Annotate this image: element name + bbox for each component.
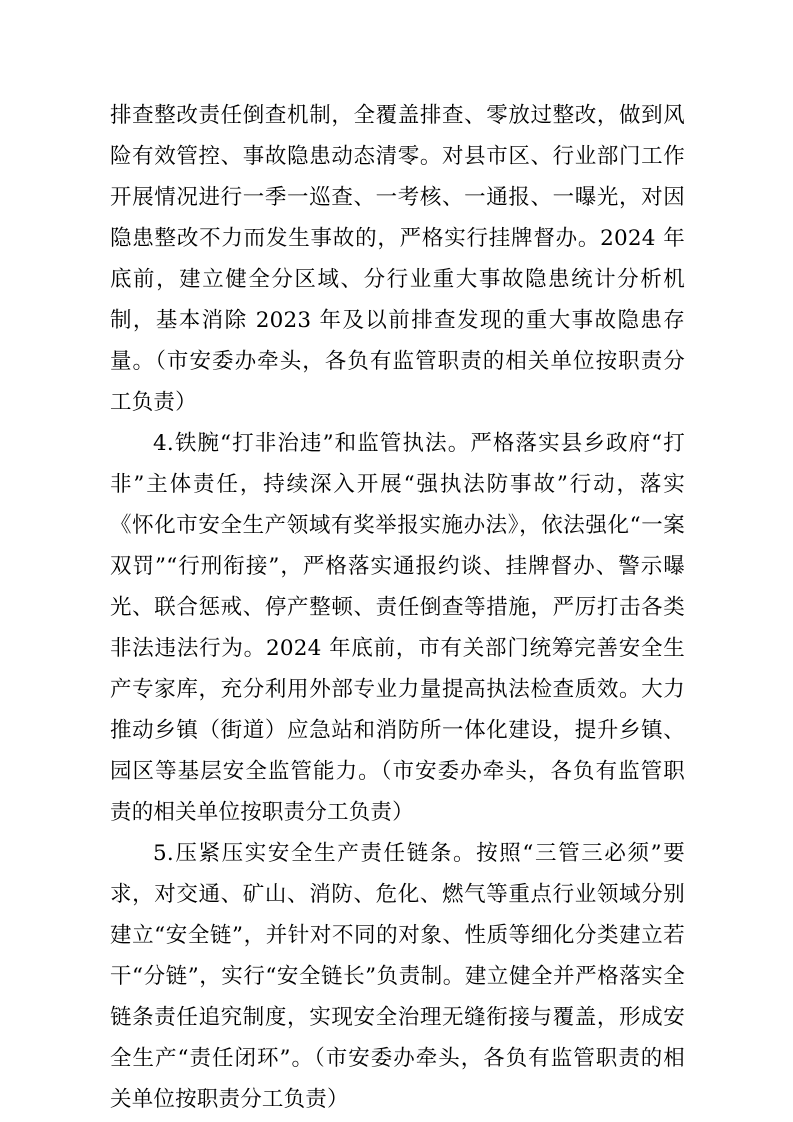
paragraph-continued: 排查整改责任倒查机制，全覆盖排查、零放过整改，做到风险有效管控、事故隐患动态清零。对县市区、行业部门工作开展情况进行一季一巡查、一考核、一通报、一曝光，对因隐患整改不力而发生事故的，严格实行挂牌督办。2024 年底前，建立健全分区域、分行业重大事故隐患统计分析机制，基本消除 2023 年及以前排查发现的重大事故隐患存量。（市安委办牵头，各负有监管职责的相关单位按职责分工负责） [110, 103, 685, 415]
document-body [110, 95, 685, 1120]
paragraph-item-5: 5.压紧压实安全生产责任链条。按照“三管三必须”要求，对交通、矿山、消防、危化、燃气等重点行业领域分别建立“安全链”，并针对不同的对象、性质等细化分类建立若干“分链”，实行“安全链长”负责制。建立健全并严格落实全链条责任追究制度，实现安全治理无缝衔接与覆盖，形成安全生产“责任闭环”。（市安委办牵头，各负有监管职责的相关单位按职责分工负责） [110, 841, 685, 1112]
paragraph-item-4: 4.铁腕“打非治违”和监管执法。严格落实县乡政府“打非”主体责任，持续深入开展“强执法防事故”行动，落实《怀化市安全生产领域有奖举报实施办法》，依法强化“一案双罚”“行刑衔接”，严格落实通报约谈、挂牌督办、警示曝光、联合惩戒、停产整顿、责任倒查等措施，严厉打击各类非法违法行为。2024 年底前，市有关部门统筹完善安全生产专家库，充分利用外部专业力量提高执法检查质效。大力推动乡镇（街道）应急站和消防所一体化建设，提升乡镇、园区等基层安全监管能力。（市安委办牵头，各负有监管职责的相关单位按职责分工负责） [110, 431, 685, 825]
